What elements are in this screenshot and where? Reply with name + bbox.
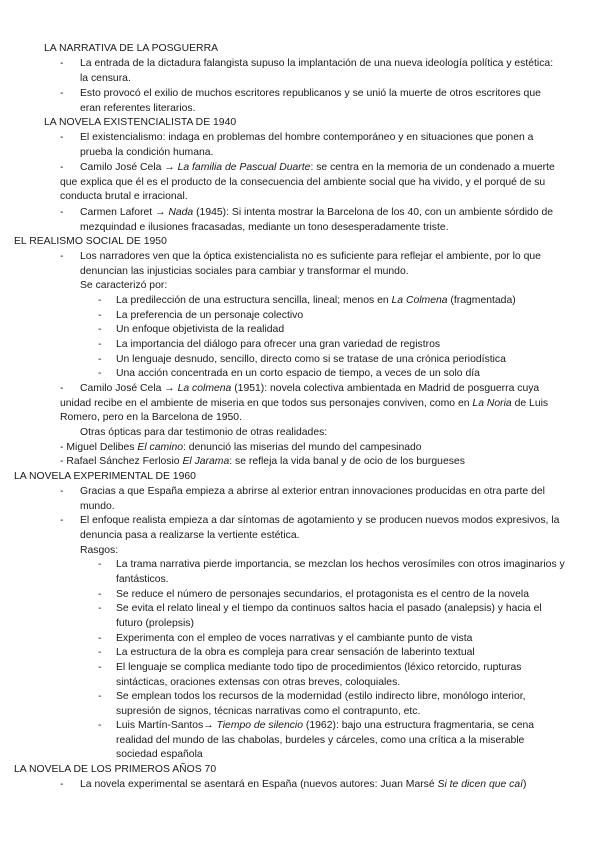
list-item-text: El existencialismo: indaga en problemas del hombre contemporáneo y en situaciones que ponen a prueba la condición humana. [80,132,534,158]
bullet-dash: - [60,162,64,173]
list-item [60,57,560,86]
bullet-dash: - [98,691,102,702]
sub-list-item [98,309,568,324]
sub-list-item-text: La trama narrativa pierde importancia, se mezclan los hechos verosímiles con otros imaginarios y fantásticos. [116,559,565,585]
list-item-text [80,778,580,793]
book-title: El Jarama [182,456,230,467]
bullet-dash: - [60,132,64,143]
sub-list-item [98,323,568,338]
sub-list-item [98,719,568,763]
sub-list-item-text: El lenguaje se complica mediante todo tipo de procedimientos (léxico retorcido, rupturas sintácticas, oraciones extensas con otras breves, coloquiales. [116,662,522,688]
list-item-text: Esto provocó el exilio de muchos escritores republicanos y se unió la muerte de otros escritores que eran referentes literarios. [80,88,541,114]
sub-list-item-text: Un enfoque objetivista de la realidad [116,324,285,335]
bullet-dash: - [98,559,102,570]
sub-intro: Se caracterizó por: [80,280,168,291]
bullet-dash: - [98,339,102,350]
sub-list-item [98,367,568,382]
sub-list-item-text: La importancia del diálogo para ofrecer una gran variedad de registros [116,339,441,350]
bullet-dash: - [60,58,64,69]
sub-list-item [98,602,568,631]
bullet-dash: - [98,295,102,306]
description: de Luis Romero, pero en la Barcelona de 1950. [60,397,549,424]
sub-list-item [98,646,568,661]
bullet-dash: - [60,383,64,394]
author: Camilo José Cela → [80,162,178,173]
bullet-dash: - [98,310,102,321]
author: Rafael Sánchez Ferlosio [66,456,183,467]
sub-list-item [98,588,568,603]
sub-intro: Otras ópticas para dar testimonio de otras realidades: [80,427,328,438]
sub-list-item [98,338,568,353]
description: : se centra en la memoria de un condenado a muerte que explica que él es el producto de la consecuencia del ambiente social que ha vivido, y el porqué de su conducta brutal e irracional. [60,162,555,203]
section-title: LA NOVELA DE LOS PRIMEROS AÑOS 70 [14,764,217,775]
bullet-dash: - [98,589,102,600]
description: : se refleja la vida banal y de ocio de los burgueses [229,456,465,467]
sub-list-item-text [116,719,568,763]
text: La predilección de una estructura sencilla, lineal; menos en [116,295,392,306]
list-item [60,455,465,470]
sub-list-item-text: Se reduce el número de personajes secundarios, el protagonista es el centro de la novela [116,589,529,600]
list-item-text: El enfoque realista empieza a dar síntomas de agotamiento y se producen nuevos modos expresivos, la denuncia pasa a realizarse la vertiente estética. [80,515,560,541]
book-title: Tiempo de silencio [216,720,304,731]
bullet-dash: - [60,207,64,218]
author: Carmen Laforet → [80,207,169,218]
bullet-dash: - [60,515,64,526]
book-title: La Colmena [391,295,448,306]
list-item [60,441,422,456]
list-item-text [60,382,560,426]
sub-intro: Rasgos: [80,545,119,556]
bullet-dash: - [98,324,102,335]
list-item-text: Gracias a que España empieza a abrirse al exterior entran innovaciones producidas en otra parte del mundo. [80,486,545,512]
bullet-dash: - [60,251,64,262]
bullet-dash: - [98,662,102,673]
book-title: La Noria [472,397,512,409]
book-title: La familia de Pascual Duarte [177,162,311,173]
list-item [60,131,560,160]
section-title: LA NARRATIVA DE LA POSGUERRA [44,43,218,54]
bullet-dash: - [98,368,102,379]
bullet-dash: - [98,633,102,644]
list-item-text [60,161,560,205]
bullet-dash: - [98,603,102,614]
section-title: LA NOVELA EXPERIMENTAL DE 1960 [14,471,196,482]
list-item [60,382,560,426]
section-title: LA NOVELA EXISTENCIALISTA DE 1940 [44,117,237,128]
description: (1945): Si intenta mostrar la Barcelona de los 40, con un ambiente sórdido de mezquindad e ilusiones fracasadas, mediante un tono desesperadamente triste. [80,207,554,233]
bullet-dash: - [98,647,102,658]
sub-list-item [98,632,568,647]
book-title: Nada [168,207,194,218]
list-item-text [80,206,560,235]
sub-list-item-text: Una acción concentrada en un corto espacio de tiempo, a veces de un solo día [116,368,480,379]
list-item [60,514,560,543]
book-title: La colmena [177,383,232,394]
description: : denunció las miserias del mundo del campesinado [183,442,422,453]
sub-list-item-text [116,294,568,309]
list-item [60,206,560,235]
text: (fragmentada) [447,295,516,306]
list-item-text: La entrada de la dictadura falangista supuso la implantación de una nueva ideología política y estética: la censura. [80,58,554,84]
sub-list-item-text: Se evita el relato lineal y el tiempo da continuos saltos hacia el pasado (analepsis) y hacia el futuro (prolepsis) [116,603,542,629]
text: La novela experimental se asentará en España (nuevos autores: Juan Marsé [80,779,438,790]
bullet-dash: - [60,486,64,497]
bullet-dash: - [60,442,64,453]
bullet-dash: - [60,88,64,99]
list-item [60,485,560,514]
list-item [60,250,560,279]
list-item [60,778,580,793]
sub-list-item-text: Experimenta con el empleo de voces narrativas y el cambiante punto de vista [116,633,473,644]
sub-list-item-text: Un lenguaje desnudo, sencillo, directo como si se tratase de una crónica periodística [116,354,506,365]
sub-list-item [98,558,568,587]
bullet-dash: - [60,456,64,467]
text: ) [523,779,527,790]
sub-list-item [98,661,568,690]
author: Miguel Delibes [66,442,138,453]
book-title: El camino [137,442,184,453]
sub-list-item [98,690,568,719]
description: (1962): bajo una estructura fragmentaria, se cena realidad del mundo de las chabolas, burdeles y cárceles, como una crítica a la miserable sociedad española [116,720,535,761]
sub-list-item-text: La estructura de la obra es compleja para crear sensación de laberinto textual [116,647,475,658]
description: (1951): novela colectiva ambientada en Madrid de posguerra cuya unidad recibe en el ambiente de miseria en que todos sus personajes conviven, como en [60,383,540,409]
bullet-dash: - [98,354,102,365]
list-item [60,87,560,116]
list-item [60,161,560,205]
section-title: EL REALISMO SOCIAL DE 1950 [14,236,167,247]
sub-list-item-text: Se emplean todos los recursos de la modernidad (estilo indirecto libre, monólogo interior, supresión de signos, técnicas narrativas como el contrapunto, etc. [116,691,526,717]
book-title: Si te dicen que caí [437,779,524,790]
author: Camilo José Cela → [80,383,178,394]
sub-list-item [98,294,568,309]
bullet-dash: - [98,720,102,731]
bullet-dash: - [60,779,64,790]
list-item-text: Los narradores ven que la óptica existencialista no es suficiente para reflejar el ambiente, por lo que denuncian las injusticias sociales para cambiar y transformar el mundo. [80,251,541,277]
sub-list-item-text: La preferencia de un personaje colectivo [116,310,304,321]
author: Luis Martín-Santos→ [116,720,217,731]
sub-list-item [98,353,568,368]
